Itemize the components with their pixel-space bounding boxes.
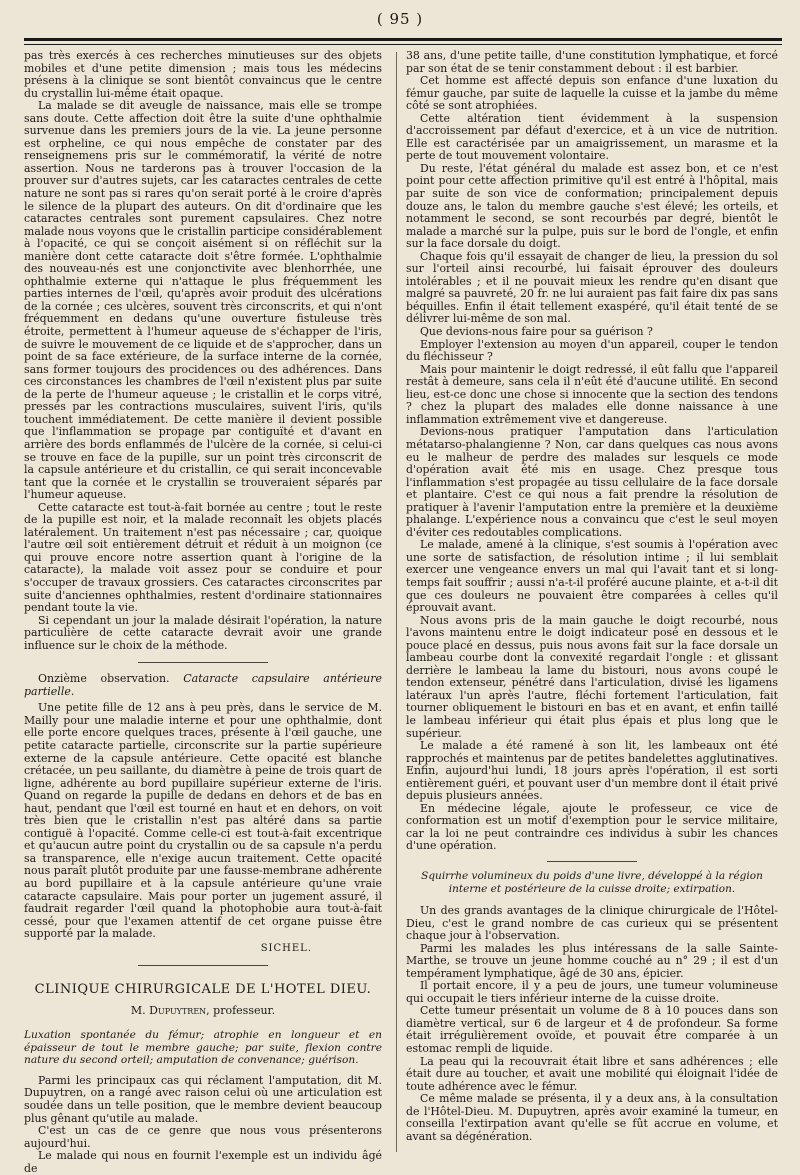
paragraph: Parmi les principaux cas qui réclament l'amputation, dit M. Dupuytren, on a rangé avec raison celui où une articulation est soudée dans un telle position, que le membre devient beaucoup plus gênant qu'utile au malade. <box>24 1073 382 1125</box>
observation-title: Cataracte capsulaire antérieure partielle. <box>24 672 383 698</box>
paragraph: Ce même malade se présenta, il y a deux ans, à la consultation de l'Hôtel-Dieu. M. Dupuytren, après avoir examiné la tumeur, en conseilla l'extirpation avant qu'elle se fût accrue en volume, et avant sa dégénération. <box>406 1092 778 1143</box>
paragraph: Parmi les malades les plus intéressans de la salle Sainte-Marthe, se trouve un jeune homme couché au n° 29 ; il est d'un tempérament lymphatique, âgé de 30 ans, épicier. <box>406 941 778 980</box>
paragraph: Que devions-nous faire pour sa guérison ? <box>420 325 653 339</box>
paragraph: Si cependant un jour la malade désirait l'opération, la nature particulière de cette cataracte devrait avoir une grande influence sur le choix de la méthode. <box>24 613 382 652</box>
paragraph: Chaque fois qu'il essayait de changer de lieu, la pression du sol sur l'orteil ainsi recourbé, lui faisait éprouver des douleurs intolérables ; et il ne pouvait mieux les rendre qu'en disant que malgré sa pauvreté, 20 fr. ne lui auraient pas fait faire dix pas sans béquilles. Enfin il était tellement exaspéré, qu'il était tenté de se délivrer lui-même de son mal. <box>406 249 778 326</box>
case-title: Luxation spontanée du fémur; atrophie en longueur et en épaisseur de tout le membre gauche; par suite, flexion contre nature du second orteil; amputation de convenance; guérison. <box>24 1029 382 1067</box>
paragraph: 38 ans, d'une petite taille, d'une constitution lymphatique, et forcé par son état de se tenir constamment debout : il est barbier. <box>406 49 778 75</box>
header-rule-thick <box>24 38 782 41</box>
paragraph: Cette altération tient évidemment à la suspension d'accroissement par défaut d'exercice, et à un vice de nutrition. Elle est caractérisée par un amaigrissement, un marasme et la perte de tout mouvement volontaire. <box>406 111 778 163</box>
section-caption: Squirrhe volumineux du poids d'une livre, développé à la région interne et postérieure de la cuisse droite; extirpation. <box>421 870 763 895</box>
professor-line <box>24 1005 382 1018</box>
signature: SICHEL. <box>260 942 312 954</box>
paragraph: Cette cataracte est tout-à-fait bornée au centre ; tout le reste de la pupille est noir, et la malade reconnaît les objets placés latéralement. Un traitement n'est pas nécessaire ; car, quoique l'autre œil soit entièrement détruit et réduit à un moignon (ce qui prouve encore notre assertion quant à l'origine de la cataracte), la malade voit assez pour se conduire et pour s'occuper de travaux grossiers. Ces cataractes circonscrites par suite d'anciennes ophthalmies, restent d'ordinaire stationnaires pendant toute la vie. <box>24 500 382 615</box>
paragraph: Un des grands avantages de la clinique chirurgicale de l'Hôtel-Dieu, c'est le grand nombre de cas curieux qui se présentent chaque jour à l'observation. <box>406 904 778 943</box>
observation-heading <box>24 673 382 698</box>
paragraph: La peau qui la recouvrait était libre et sans adhérences ; elle était dure au toucher, et avait une mobilité qui éloignait l'idée de toute adhérence avec le fémur. <box>406 1054 778 1093</box>
right-column <box>406 50 778 1150</box>
paragraph: Devions-nous pratiquer l'amputation dans l'articulation métatarso-phalangienne ? Non, car dans quelques cas nous avons eu le malheur de perdre des malades sur lesquels ce mode d'opération avait été mis en usage. Chez presque tous l'inflammation s'est propagée au tissu cellulaire de la face dorsale et plantaire. C'est ce qui nous a fait prendre la résolution de pratiquer à l'avenir l'amputation entre la première et la deuxième phalange. L'expérience nous a convaincu que c'est le seul moyen d'éviter ces redoutables complications. <box>406 425 778 539</box>
professor-prefix: M. <box>130 1003 146 1017</box>
paragraph: En médecine légale, ajoute le professeur, ce vice de conformation est un motif d'exemption pour le service militaire, car la loi ne peut contraindre ces individus à subir les chances d'une opération. <box>406 801 778 853</box>
paragraph: Le malade, amené à la clinique, s'est soumis à l'opération avec une sorte de satisfaction, de résolution intime ; il lui semblait exercer une vengeance envers un mal qui l'avait tant et si long-temps fait souffrir ; aussi n'a-t-il proféré aucune plainte, et a-t-il dit que ces douleurs ne pouvaient être comparées à celles qu'il éprouvait avant. <box>406 538 778 615</box>
observation-label: Onzième observation. <box>38 672 170 686</box>
clinic-heading: CLINIQUE CHIRURGICALE DE L'HOTEL DIEU. <box>34 982 372 998</box>
paragraph: Le malade qui nous en fournit l'exemple est un individu âgé de <box>24 1149 382 1175</box>
paragraph: pas très exercés à ces recherches minutieuses sur des objets mobiles et d'une petite dimension ; mais tous les médecins présens à la clinique se sont bientôt convaincus que le centre du crystallin lui-même était opaque. <box>24 49 382 100</box>
paragraph: La malade se dit aveugle de naissance, mais elle se trompe sans doute. Cette affection doit être la suite d'une ophthalmie survenue dans les premiers jours de la vie. La jeune personne est orpheline, ce qui nous empêche de constater par des renseignemens pris sur le commémoratif, la vérité de notre assertion. Nous ne tarderons pas à trouver l'occasion de la prouver sur d'autres sujets, car les cataractes centrales de cette nature ne sont pas si rares qu'on serait porté à le croire d'après le silence de la plupart des auteurs. On dit d'ordinaire que les cataractes centrales sont purement capsulaires. Chez notre malade nous voyons que le cristallin participe considérablement à l'opacité, ce qui se conçoit aisément si on réfléchit sur la manière dont cette cataracte doit s'être formée. L'ophthalmie des nouveau-nés est une conjonctivite avec blenhorrhée, une ophthalmie externe qui n'attaque le plus fréquemment les parties internes de l'œil, qu'après avoir produit des ulcérations de la cornée ; ces ulcères, souvent très circonscrits, et qui n'ont fréquemment en dedans qu'une ouverture fistuleuse très étroite, permettent à l'humeur aqueuse de s'échapper de l'iris, de suivre le mouvement de ce liquide et de s'approcher, dans un point de sa face extérieure, de la surface interne de la cornée, sans former toujours des procidences ou des adhérences. Dans ces circonstances les chambres de l'œil n'existent plus par suite de la perte de l'humeur aqueuse ; le cristallin et le corps vitré, pressés par les contractions musculaires, suivent l'iris, qu'ils touchent immédiatement. De cette manière il devient possible que l'inflammation se propage par contiguïté et d'avant en arrière des bords enflammés de l'ulcère de la cornée, si celui-ci se trouve en face de la pupille, sur un point très circonscrit de la capsule antérieure et du cristallin, ce qui serait inconcevable tant que la cornée et le crystallin se trouveraient séparés par l'humeur aqueuse. <box>24 99 382 502</box>
paragraph: Une petite fille de 12 ans à peu près, dans le service de M. Mailly pour une maladie interne et pour une ophthalmie, dont elle porte encore quelques traces, présente à l'œil gauche, une petite cataracte partielle, circonscrite sur la partie supérieure externe de la capsule antérieure. Cette opacité est blanche crétacée, un peu saillante, du diamètre à peine de trois quart de ligne, adhérente au bord pupillaire supérieur externe de l'iris. Quand on regarde la pupille de dedans en dehors et de bas en haut, pendant que l'œil est tourné en haut et en dehors, on voit très bien que le cristallin n'est pas altéré dans sa partie contiguë à l'opacité. Comme celle-ci est tout-à-fait excentrique et qu'aucun autre point du crystallin ou de sa capsule n'a perdu sa transparence, elle n'exige aucun traitement. Cette opacité nous paraît plutôt produite par une fausse-membrane adhérente au bord pupillaire et à la capsule antérieure qu'une vraie cataracte capsulaire. Mais pour porter un jugement assuré, il faudrait regarder l'œil quand la photophobie aura tout-à-fait cessé, pour que l'examen attentif de cet organe puisse être supporté par la malade. <box>24 701 382 941</box>
paragraph: Mais pour maintenir le doigt redressé, il eût fallu que l'appareil restât à demeure, sans cela il n'eût été d'aucune utilité. En second lieu, est-ce donc une chose si innocente que la section des tendons ? chez la plupart des malades elle donne naissance à une inflammation extrêmement vive et dangereuse. <box>406 362 778 426</box>
paragraph: Cet homme est affecté depuis son enfance d'une luxation du fémur gauche, par suite de laquelle la cuisse et la jambe du même côté se sont atrophiées. <box>406 74 778 113</box>
paragraph: Du reste, l'état général du malade est assez bon, et ce n'est point pour cette affection primitive qu'il est entré à l'hôpital, mais par suite de son vice de conformation; principalement depuis douze ans, le talon du membre gauche s'est élevé; les orteils, et notamment le second, se sont recourbés par degré, bientôt le malade a marché sur la pulpe, puis sur le bord de l'ongle, et enfin sur la face dorsale du doigt. <box>406 161 778 251</box>
paragraph: Nous avons pris de la main gauche le doigt recourbé, nous l'avons maintenu entre le doigt indicateur posé en dessous et le pouce placé en dessus, puis nous avons fait sur la face dorsale un lambeau courbe dont la convexité regardait l'ongle : et glissant derrière le lambeau la lame du bistouri, nous avons coupé le tendon extenseur, pénétré dans l'articulation, divisé les ligamens latéraux l'un après l'autre, fléchi fortement l'articulation, fait tourner obliquement le bistouri en bas et en avant, et enfin taillé le lambeau inférieur qui était plus épais et plus long que le supérieur. <box>406 613 778 740</box>
column-divider <box>396 52 397 1152</box>
paragraph: C'est un cas de ce genre que nous vous présenterons aujourd'hui. <box>24 1124 382 1150</box>
page-header <box>0 6 800 36</box>
section-rule <box>138 662 268 663</box>
header-rule-thin <box>24 44 782 45</box>
paragraph: Cette tumeur présentait un volume de 8 à 10 pouces dans son diamètre vertical, sur 6 de largeur et 4 de profondeur. Sa forme était irrégulièrement ovoïde, et pouvait être comparée à un estomac rempli de liquide. <box>406 1004 778 1056</box>
section-rule <box>547 861 637 862</box>
professor-name: Dupuytren <box>149 1003 207 1017</box>
paragraph: Le malade a été ramené à son lit, les lambeaux ont été rapprochés et maintenus par de petites bandelettes agglutinatives. Enfin, aujourd'hui lundi, 18 jours après l'opération, il est sorti entièrement guéri, et pouvant user d'un membre dont il était privé depuis plusieurs années. <box>406 739 778 803</box>
paragraph: Il portait encore, il y a peu de jours, une tumeur volumineuse qui occupait le tiers inférieur interne de la cuisse droite. <box>406 979 778 1005</box>
professor-suffix: , professeur. <box>206 1003 276 1017</box>
left-column <box>24 49 383 1175</box>
page-number: ( 95 ) <box>376 10 424 28</box>
section-rule <box>138 965 268 966</box>
paragraph: Employer l'extension au moyen d'un appareil, couper le tendon du fléchisseur ? <box>406 337 778 364</box>
